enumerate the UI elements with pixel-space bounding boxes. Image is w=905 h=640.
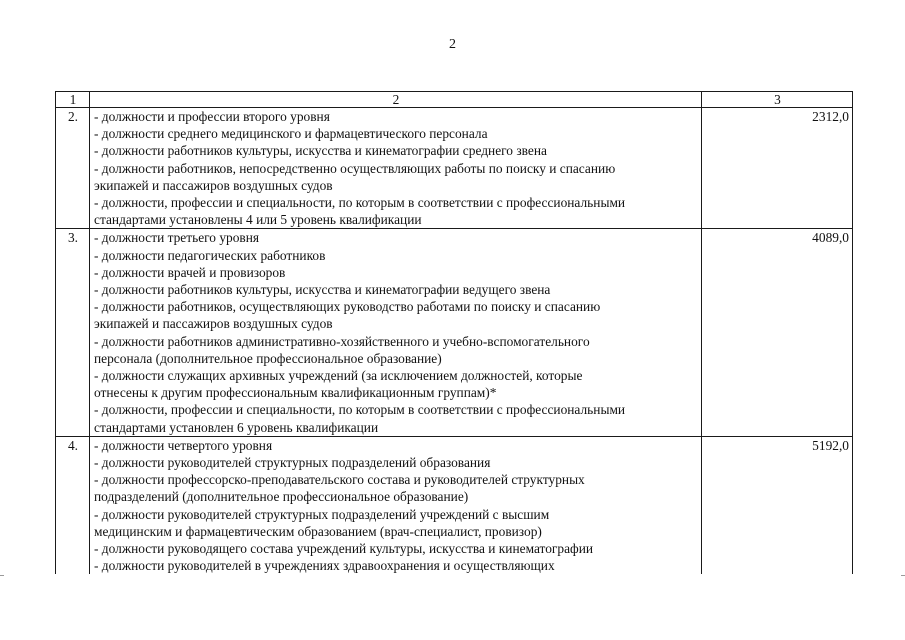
description-line: - должности, профессии и специальности, по которым в соответствии с профессиональными [94,402,626,418]
table-row-2 [56,108,853,229]
table-row-4 [56,436,853,574]
row-amount: 5192,0 [702,436,853,574]
description-line: - должности врачей и провизоров [94,264,286,280]
row-amount: 2312,0 [702,108,853,229]
scan-edge-mark-left [0,575,4,576]
description-line: - должности профессорско-преподавательского состава и руководителей структурных [94,472,585,488]
description-line: экипажей и пассажиров воздушных судов [94,177,333,193]
description-line: - должности руководителей структурных подразделений образования [94,455,491,471]
description-line: - должности руководящего состава учреждений культуры, искусства и кинематографии [94,541,594,557]
description-line: - должности третьего уровня [94,230,260,246]
description-line: - должности руководителей в учреждениях здравоохранения и осуществляющих [94,558,555,574]
description-line: - должности четвертого уровня [94,437,273,453]
description-line: - должности работников культуры, искусства и кинематографии среднего звена [94,143,547,159]
description-line: - должности работников административно-хозяйственного и учебно-вспомогательного [94,333,590,349]
table-row-3 [56,229,853,436]
row-number: 3. [56,229,90,436]
description-line: персонала (дополнительное профессиональное образование) [94,350,442,366]
description-line: - должности среднего медицинского и фармацевтического персонала [94,126,488,142]
positions-table [55,91,853,574]
row-description [90,436,702,574]
description-line: экипажей и пассажиров воздушных судов [94,316,333,332]
description-line: - должности и профессии второго уровня [94,109,330,124]
row-number: 2. [56,108,90,229]
header-cell-2: 2 [90,92,702,108]
row-number: 4. [56,436,90,574]
table-header-row [56,92,853,108]
description-line: стандартами установлен 6 уровень квалификации [94,419,379,435]
description-line: - должности педагогических работников [94,247,326,263]
description-line: - должности, профессии и специальности, по которым в соответствии с профессиональными [94,195,626,211]
description-line: - должности работников культуры, искусства и кинематографии ведущего звена [94,282,551,298]
header-cell-1: 1 [56,92,90,108]
description-line: - должности работников, непосредственно осуществляющих работы по поиску и спасанию [94,160,616,176]
header-cell-3: 3 [702,92,853,108]
description-line: медицинским и фармацевтическим образованием (врач-специалист, провизор) [94,523,542,539]
page-number: 2 [449,37,456,52]
description-line: - должности работников, осуществляющих руководство работами по поиску и спасанию [94,299,601,315]
description-line: - должности руководителей структурных подразделений учреждений с высшим [94,506,550,522]
description-line: подразделений (дополнительное профессиональное образование) [94,489,469,505]
scan-edge-mark-right [901,575,905,576]
row-description [90,229,702,436]
row-description [90,108,702,229]
description-line: - должности служащих архивных учреждений (за исключением должностей, которые [94,368,583,384]
row-amount: 4089,0 [702,229,853,436]
description-line: отнесены к другим профессиональным квалификационным группам)* [94,385,497,401]
description-line: стандартами установлены 4 или 5 уровень квалификации [94,212,422,228]
